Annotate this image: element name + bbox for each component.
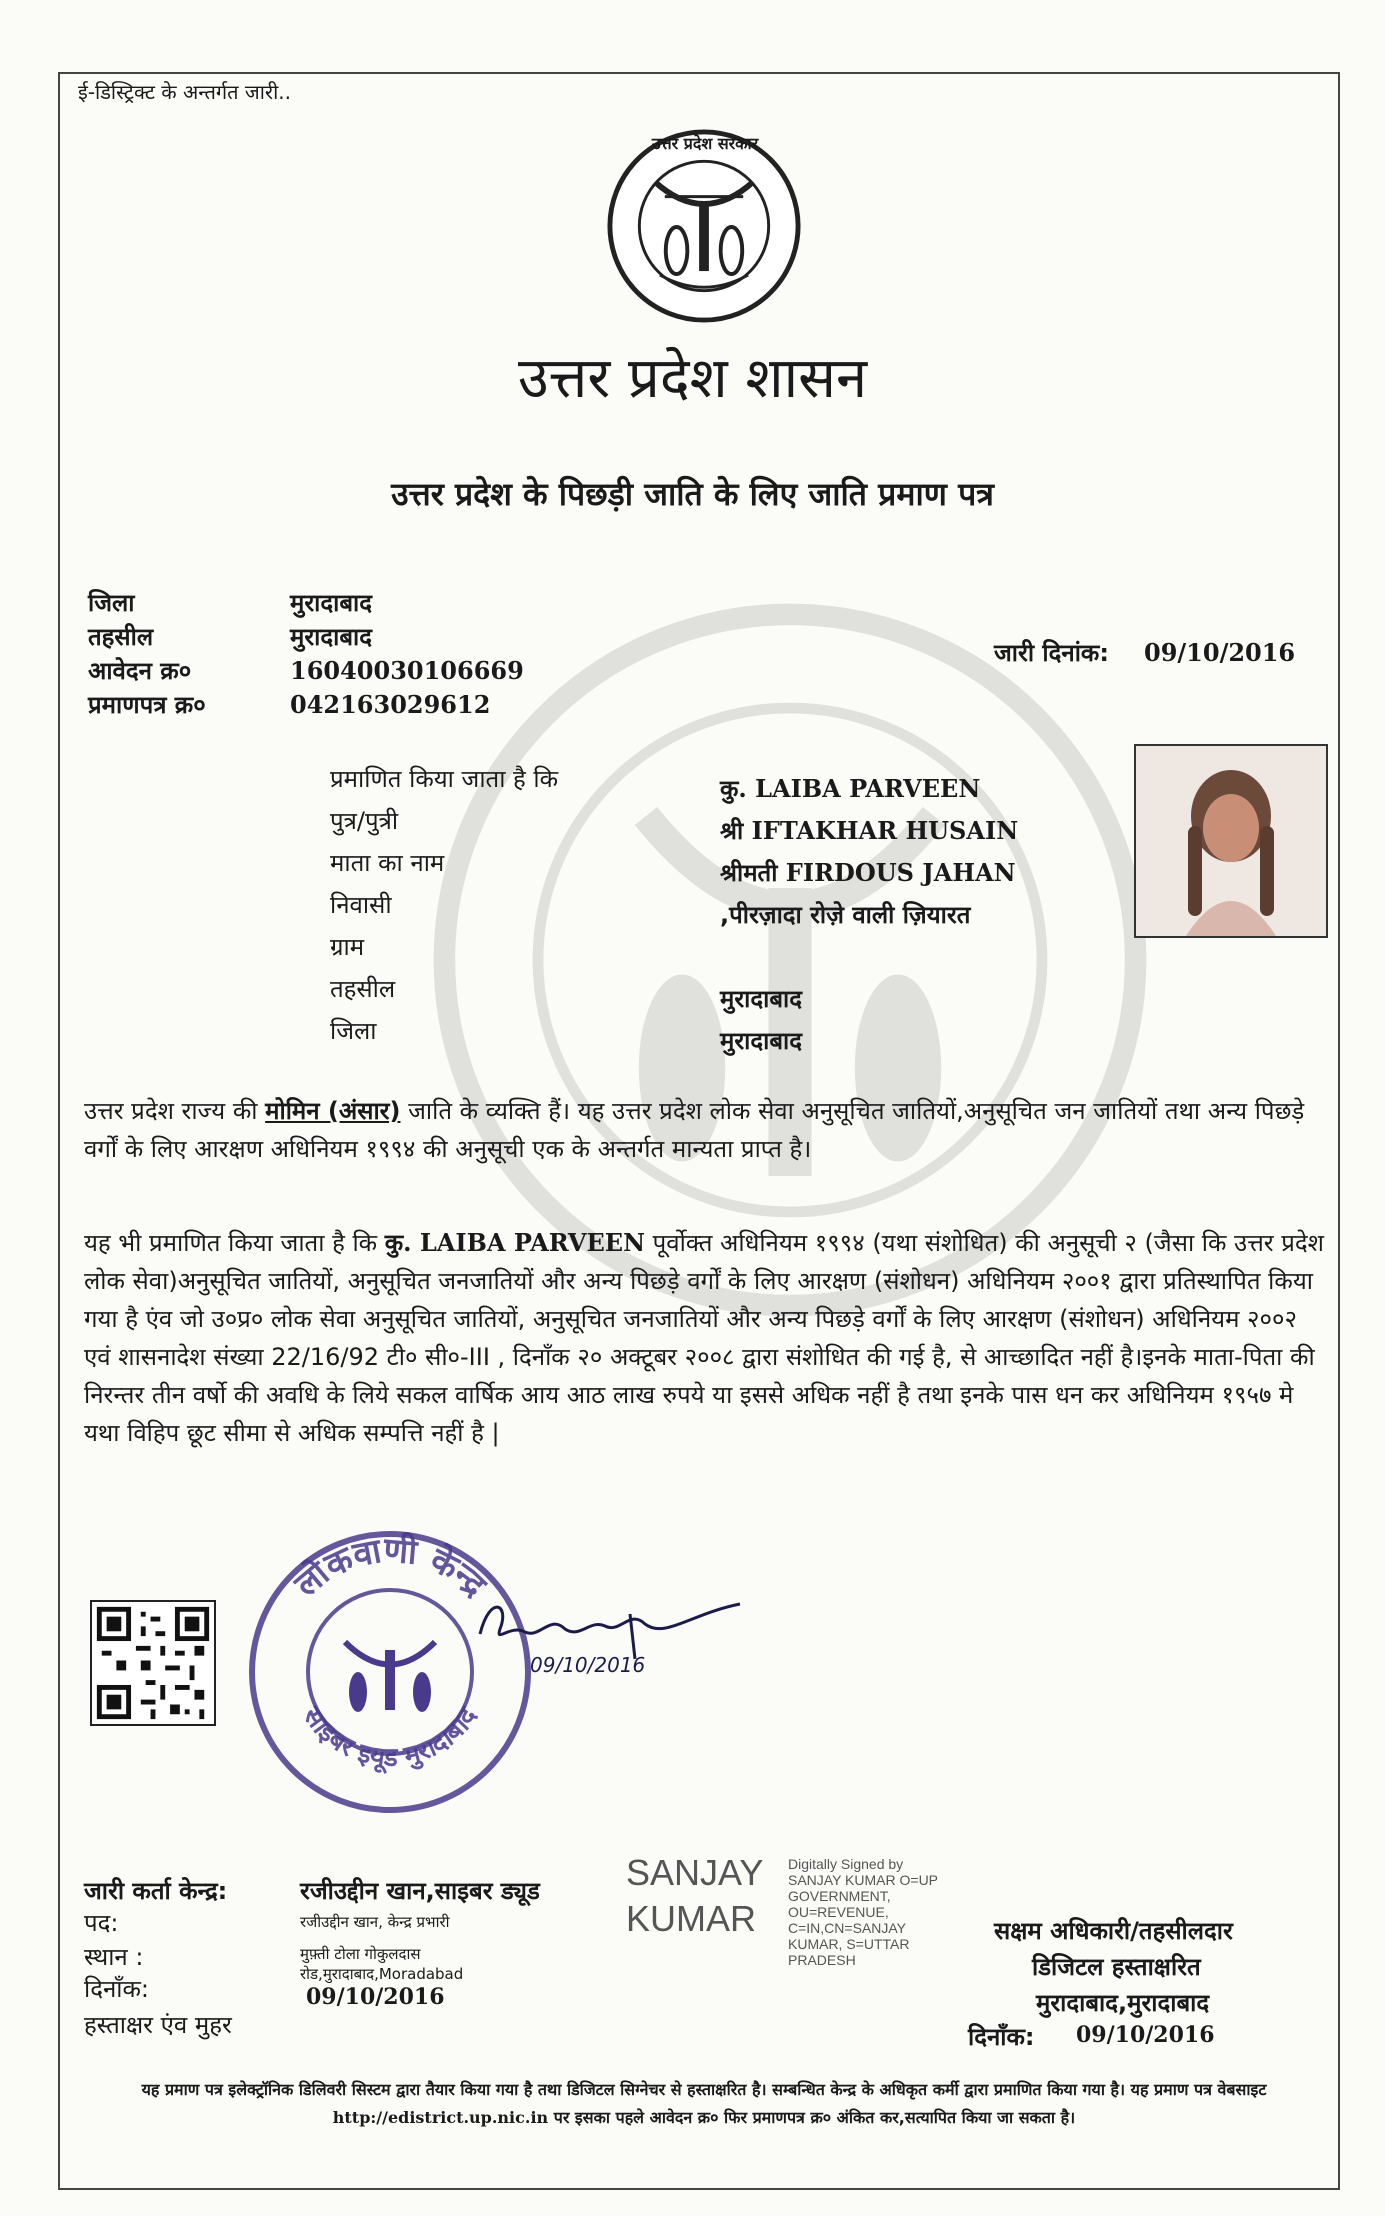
resident-value: ,पीरज़ादा रोज़े वाली ज़ियारत (720, 901, 971, 929)
district-value: मुरादाबाद (290, 589, 373, 617)
emblem-text: उत्तर प्रदेश सरकार (651, 134, 759, 153)
issue-date-value: 09/10/2016 (1144, 638, 1296, 667)
svg-text:साइबर इयूड मुरादाबाद: साइबर इयूड मुरादाबाद (296, 1701, 484, 1773)
certificate-number-value: 042163029612 (290, 690, 491, 719)
svg-text:लोकवाणी केन्द्र: लोकवाणी केन्द्र (287, 1530, 494, 1606)
emblem-watermark (430, 600, 1150, 1320)
mother-label: माता का नाम (330, 849, 445, 877)
issuer-date-label: दिनाँक: (84, 1975, 150, 2003)
verification-url: http://edistrict.up.nic.in (332, 2108, 549, 2127)
issued-under-note: ई-डिस्ट्रिक्ट के अन्तर्गत जारी.. (78, 80, 291, 104)
authority-date-label: दिनाँक: (968, 2023, 1035, 2051)
tehsil-value: मुरादाबाद (290, 623, 373, 651)
certify-label: प्रमाणित किया जाता है कि (330, 765, 559, 793)
place-label: स्थान : (84, 1943, 144, 1971)
detail-district-label: जिला (330, 1017, 377, 1045)
detail-district-value: मुरादाबाद (720, 1027, 803, 1055)
resident-label: निवासी (330, 891, 392, 919)
authority-date-value: 09/10/2016 (1076, 2022, 1215, 2048)
parent-name: श्री IFTAKHAR HUSAIN (720, 816, 1019, 845)
digital-signature-details: Digitally Signed by SANJAY KUMAR O=UP GOVERNMENT, OU=REVENUE, C=IN,CN=SANJAY KUMAR, S=UTTAR PRADESH (788, 1856, 939, 1968)
village-label: ग्राम (330, 933, 365, 961)
signature-seal-label: हस्ताक्षर एंव मुहर (84, 2011, 232, 2039)
qr-code (90, 1600, 216, 1726)
issuing-center-label: जारी कर्ता केन्द्र: (84, 1877, 228, 1905)
post-value: रजीउद्दीन खान, केन्द्र प्रभारी (300, 1913, 450, 1931)
place-value-line1: मुफ़्ती टोला गोकुलदास (300, 1945, 421, 1963)
authority-digital-signed: डिजिटल हस्ताक्षरित (1032, 1953, 1201, 1981)
issuer-date-value: 09/10/2016 (306, 1984, 445, 2010)
district-label: जिला (88, 589, 135, 617)
authority-location: मुरादाबाद,मुरादाबाद (1036, 1989, 1210, 2017)
applicant-photo (1134, 744, 1328, 938)
holder-name: कु. LAIBA PARVEEN (720, 774, 981, 803)
parent-label: पुत्र/पुत्री (330, 807, 399, 835)
government-heading: उत्तर प्रदेश शासन (517, 346, 868, 411)
application-number-value: 16040030106669 (290, 656, 524, 685)
handwritten-signature (470, 1574, 750, 1684)
issue-date-label: जारी दिनांक: (994, 639, 1109, 667)
holder-name-in-text: कु. LAIBA PARVEEN (384, 1228, 646, 1257)
svg-text:09/10/2016: 09/10/2016 (530, 1653, 646, 1677)
certificate-title: उत्तर प्रदेश के पिछड़ी जाति के लिए जाति प्रमाण पत्र (391, 475, 994, 513)
digital-signer-first-name: SANJAY (626, 1852, 764, 1893)
digital-signer-last-name: KUMAR (626, 1898, 757, 1939)
issuing-center-value: रजीउद्दीन खान,साइबर ड्यूड (300, 1877, 540, 1905)
footer-note: यह प्रमाण पत्र इलेक्ट्रॉनिक डिलिवरी सिस्टम द्वारा तैयार किया गया है तथा डिजिटल सिग्नेचर से हस्ताक्षरित है। सम्बन्धित केन्द्र के अधिकृत कर्मी द्वारा प्रमाणित किया गया है। यह प्रमाण पत्र वेबसाइट http://edistrict.up.nic.in पर इसका पहले आवेदन क्र० फिर प्रमाणपत्र क्र० अंकित कर,सत्यापित किया जा सकता है। (141, 2080, 1267, 2127)
eligibility-paragraph: यह भी प्रमाणित किया जाता है कि कु. LAIBA PARVEEN पूर्वोक्त अधिनियम १९९४ (यथा संशोधित) की अनुसूची २ (जैसा कि उत्तर प्रदेश लोक सेवा)अनुसूचित जातियों, अनुसूचित जनजातियों और अन्य पिछड़े वर्गों के लिए आरक्षण (संशोधन) अधिनियम २००१ द्वारा प्रतिस्थापित किया गया है एंव जो उ०प्र० लोक सेवा अनुसूचित जातियों, अनुसूचित जनजातियों और अन्य पिछड़े वर्गों के लिए आरक्षण (संशोधन) अधिनियम २००२ एवं शासनादेश संख्या 22/16/92 टी० सी०-III , दिनाँक २० अक्टूबर २००८ द्वारा संशोधित की गई है, से आच्छादित नहीं है।इनके माता-पिता की निरन्तर तीन वर्षो की अवधि के लिये सकल वार्षिक आय आठ लाख रुपये या इससे अधिक नहीं है तथा इनके पास धन कर अधिनियम १९५७ मे यथा विहिप छूट सीमा से अधिक सम्पत्ति नहीं है | (84, 1228, 1324, 1447)
application-number-label: आवेदन क्र० (88, 657, 192, 685)
mother-name: श्रीमती FIRDOUS JAHAN (720, 858, 1016, 887)
certificate-number-label: प्रमाणपत्र क्र० (88, 691, 206, 719)
detail-tehsil-label: तहसील (330, 975, 396, 1003)
detail-tehsil-value: मुरादाबाद (720, 985, 803, 1013)
caste-name: मोमिन (अंसार) (265, 1097, 401, 1125)
place-value-line2: रोड,मुरादाबाद,Moradabad (300, 1965, 464, 1983)
up-government-emblem (606, 128, 802, 324)
tehsil-label: तहसील (88, 623, 154, 651)
authority-title: सक्षम अधिकारी/तहसीलदार (994, 1917, 1233, 1945)
post-label: पद: (84, 1909, 119, 1937)
caste-declaration-paragraph: उत्तर प्रदेश राज्य की मोमिन (अंसार) जाति के व्यक्ति हैं। यह उत्तर प्रदेश लोक सेवा अनुसूचित जातियों,अनुसूचित जन जातियों तथा अन्य पिछड़े वर्गों के लिए आरक्षण अधिनियम १९९४ की अनुसूची एक के अन्तर्गत मान्यता प्राप्त है। (84, 1097, 1305, 1163)
